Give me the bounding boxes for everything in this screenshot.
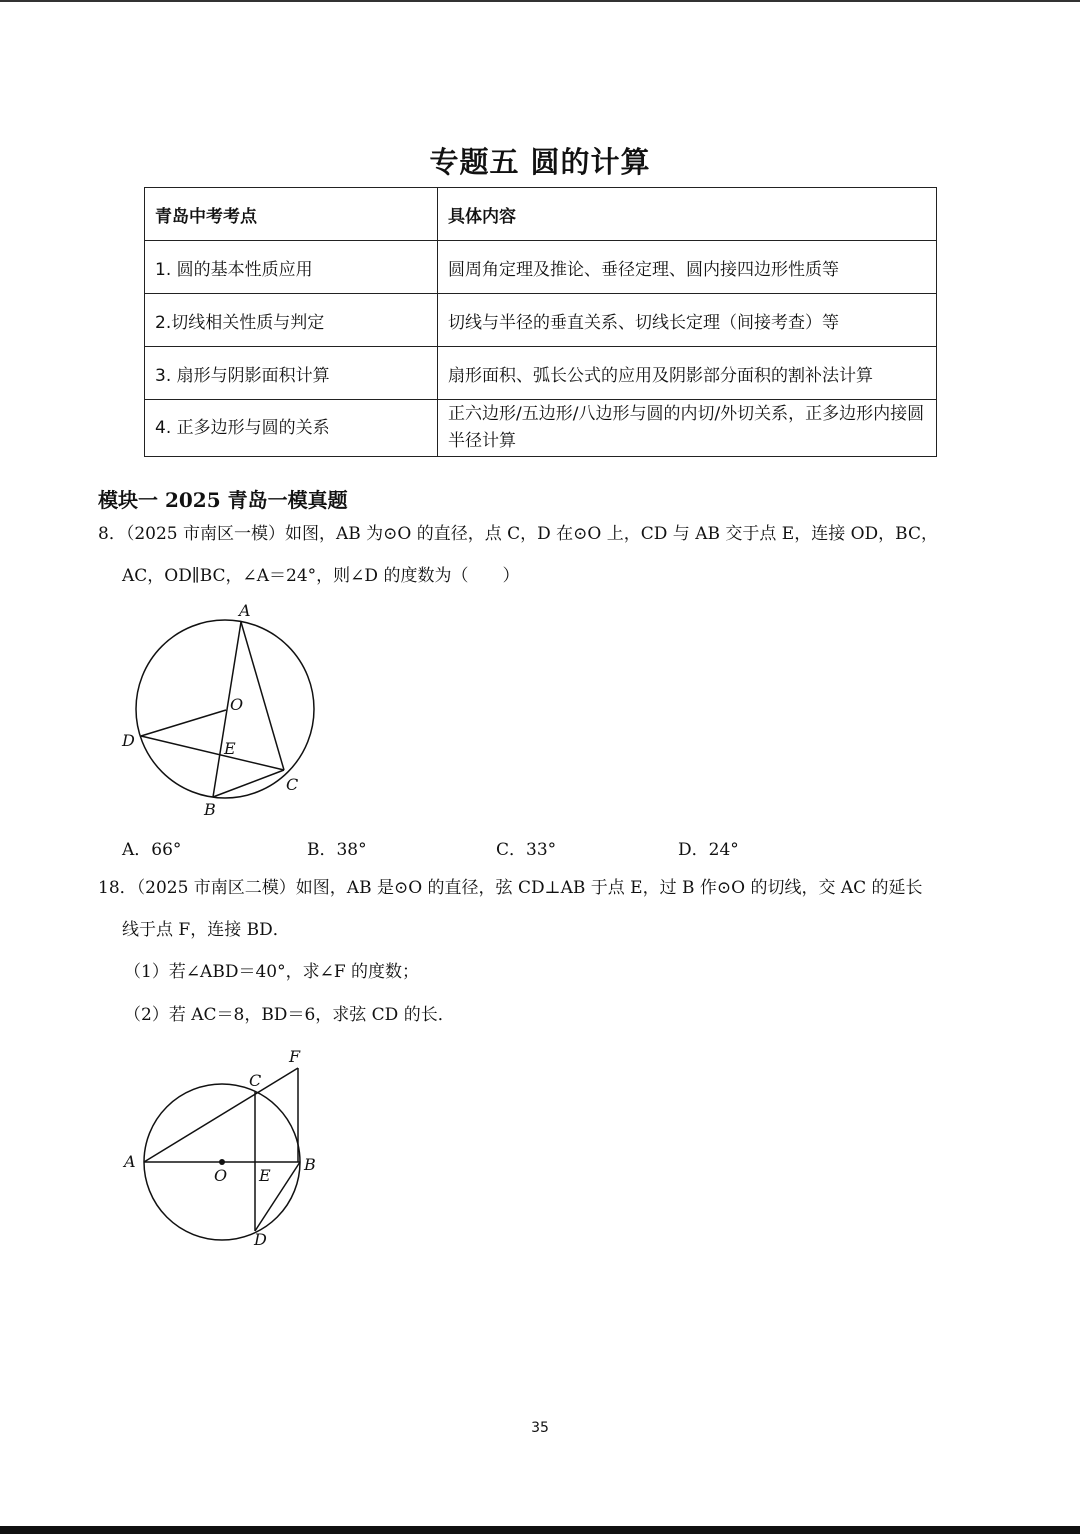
table-cell: 切线与半径的垂直关系、切线长定理（间接考查）等 [438,294,937,347]
table-cell: 正六边形/五边形/八边形与圆的内切/外切关系，正多边形内接圆半径计算 [438,400,937,457]
table-cell: 4. 正多边形与圆的关系 [145,400,438,457]
label-c: C [286,775,299,794]
q8-option-b: B．38° [307,840,367,860]
label-o: O [214,1166,228,1185]
circle [136,620,314,798]
table-header-cell: 青岛中考考点 [145,188,438,241]
top-border-line [0,0,1080,2]
table-cell: 扇形面积、弧长公式的应用及阴影部分面积的割补法计算 [438,347,937,400]
q8-circle-figure [110,598,340,823]
table-row [145,400,937,457]
label-d: D [254,1230,267,1249]
q8-text-line-1: 8．（2025 市南区一模）如图，AB 为⊙O 的直径，点 C，D 在⊙O 上，CD 与 AB 交于点 E，连接 OD，BC， [98,524,938,544]
table-cell: 2.切线相关性质与判定 [145,294,438,347]
page-title: 专题五 圆的计算 [429,145,651,179]
label-c: C [249,1071,262,1090]
table-header-row [145,188,937,241]
label-e: E [259,1166,271,1185]
q18-circle-figure [115,1040,330,1255]
label-e: E [224,739,236,758]
page-number: 35 [531,1420,549,1436]
q18-part-2: （2）若 AC＝8，BD＝6，求弦 CD 的长． [124,1005,455,1025]
q8-option-d: D．24° [678,840,739,860]
segment-cd [141,736,284,770]
bottom-border-bar [0,1526,1080,1534]
table-row [145,294,937,347]
label-b: B [204,800,216,819]
q18-part-1: （1）若∠ABD＝40°，求∠F 的度数； [124,962,420,982]
q18-text-line-1: 18．（2025 市南区二模）如图，AB 是⊙O 的直径，弦 CD⊥AB 于点 E，过 B 作⊙O 的切线，交 AC 的延长 [98,878,923,898]
q8-option-a: A．66° [122,840,182,860]
label-d: D [122,731,135,750]
table-header-cell: 具体内容 [438,188,937,241]
label-o: O [230,695,244,714]
q8-text-line-2: AC，OD∥BC，∠A＝24°，则∠D 的度数为（ ） [122,566,520,586]
q8-option-c: C．33° [496,840,557,860]
segment-od [141,710,226,736]
table-cell: 3. 扇形与阴影面积计算 [145,347,438,400]
label-a: A [239,601,251,620]
table-row [145,347,937,400]
center-point [219,1159,225,1165]
label-f: F [289,1047,301,1066]
segment-af [144,1068,298,1162]
segment-ac [241,622,284,770]
exam-points-table [144,187,937,457]
table-cell: 1. 圆的基本性质应用 [145,241,438,294]
table-row [145,241,937,294]
section-heading: 模块一 2025 青岛一模真题 [98,488,348,512]
q18-text-line-2: 线于点 F，连接 BD． [122,920,290,940]
label-b: B [304,1155,316,1174]
table-cell: 圆周角定理及推论、垂径定理、圆内接四边形性质等 [438,241,937,294]
label-a: A [124,1152,136,1171]
